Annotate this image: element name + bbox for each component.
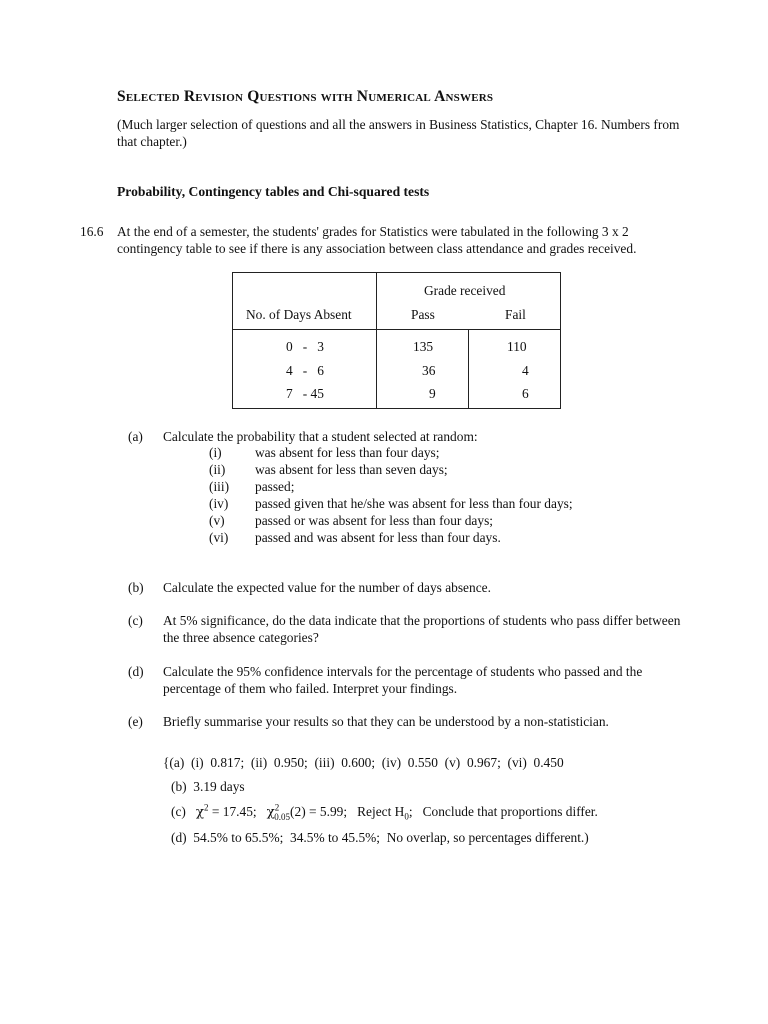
table-cell: 4 — [522, 363, 529, 378]
section-heading: Probability, Contingency tables and Chi-squared tests — [117, 184, 430, 199]
subpart-text: passed given that he/she was absent for less than four days; — [255, 496, 573, 511]
subpart-text: passed or was absent for less than four days; — [255, 513, 493, 528]
part-b-text: Calculate the expected value for the number of days absence. — [163, 580, 491, 595]
part-e-letter: (e) — [128, 714, 143, 729]
part-e-text: Briefly summarise your results so that they can be understood by a non-statistician. — [163, 714, 609, 729]
part-a-letter: (a) — [128, 429, 143, 444]
subtitle-note: (Much larger selection of questions and all the answers in Business Statistics, Chapter 16. Numbers from that chapter.) — [117, 117, 680, 149]
table-cell: 9 — [429, 386, 436, 401]
table-row-header: No. of Days Absent — [246, 307, 352, 322]
subpart-number: (ii) — [209, 462, 226, 477]
page-title: Selected Revision Questions with Numerical Answers — [117, 88, 494, 105]
table-row-label: 0 - 3 — [286, 339, 324, 354]
part-a-text: Calculate the probability that a student selected at random: — [163, 429, 478, 444]
subpart-text: was absent for less than four days; — [255, 445, 440, 460]
table-row-label: 4 - 6 — [286, 363, 324, 378]
subpart-text: passed and was absent for less than four days. — [255, 530, 501, 545]
contingency-table — [232, 272, 561, 409]
table-row-label: 7 - 45 — [286, 386, 324, 401]
part-d-letter: (d) — [128, 664, 144, 679]
subpart-number: (v) — [209, 513, 225, 528]
table-cell: 36 — [422, 363, 436, 378]
table-group-header: Grade received — [424, 283, 506, 298]
subpart-text: was absent for less than seven days; — [255, 462, 448, 477]
subpart-text: passed; — [255, 479, 295, 494]
answer-d: (d) 54.5% to 65.5%; 34.5% to 45.5%; No overlap, so percentages different.) — [171, 830, 589, 845]
part-d-text: Calculate the 95% confidence intervals for the percentage of students who passed and the percentage of them who failed. Interpret your findings. — [163, 664, 643, 696]
subpart-number: (iv) — [209, 496, 229, 511]
subpart-number: (i) — [209, 445, 222, 460]
part-c-letter: (c) — [128, 613, 143, 628]
subpart-number: (vi) — [209, 530, 229, 545]
table-col-fail: Fail — [505, 307, 526, 322]
subpart-number: (iii) — [209, 479, 230, 494]
part-c-text: At 5% significance, do the data indicate that the proportions of students who pass differ between the three absence categories? — [163, 613, 681, 645]
table-cell: 110 — [507, 339, 527, 354]
table-cell: 6 — [522, 386, 529, 401]
part-b-letter: (b) — [128, 580, 144, 595]
question-text: At the end of a semester, the students' grades for Statistics were tabulated in the following 3 x 2 contingency table to see if there is any association between class attendance and grades received. — [117, 224, 637, 256]
question-number: 16.6 — [80, 224, 104, 239]
answer-b: (b) 3.19 days — [171, 779, 245, 794]
answer-a: {(a) (i) 0.817; (ii) 0.950; (iii) 0.600; (iv) 0.550 (v) 0.967; (vi) 0.450 — [163, 755, 564, 770]
table-cell: 135 — [413, 339, 434, 354]
table-col-pass: Pass — [411, 307, 435, 322]
answer-c: (c) $\chi^2 = 17.45$; $\chi^2_{0.05}(2) = 5.99$; Reject $H_0$; Conclude that proportions differ. — [171, 802, 598, 822]
